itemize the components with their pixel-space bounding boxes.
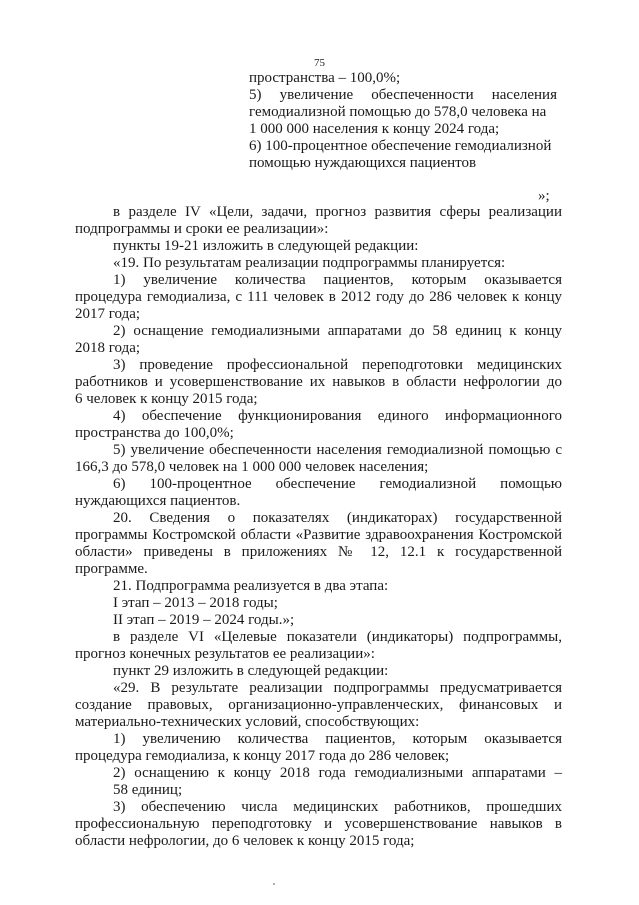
cell-line: 6) 100-процентное обеспечение гемодиализной <box>249 138 552 154</box>
scan-dot <box>273 883 275 885</box>
text-line: работников и усовершенствование их навыков в области нефрологии до <box>75 374 562 390</box>
text-line: программе. <box>75 561 148 577</box>
text-line: 6 человек к концу 2015 года; <box>75 391 258 407</box>
body-text <box>75 204 562 850</box>
text-line: 2018 года; <box>75 340 141 356</box>
text-line: 2017 года; <box>75 306 141 322</box>
text-line: пространства до 100,0%; <box>75 425 234 441</box>
text-line: 3) обеспечению числа медицинских работников, прошедших <box>113 799 562 815</box>
text-line: материально-технических условий, способствующих: <box>75 714 420 730</box>
text-line: 1) увеличению количества пациентов, которым оказывается <box>113 731 562 747</box>
text-line: профессиональную переподготовку и усовершенствование навыков в <box>75 816 562 832</box>
text-line: прогноз конечных результатов ее реализации»: <box>75 646 375 662</box>
text-line: 2) оснащению к концу 2018 года гемодиализными аппаратами – <box>113 765 562 781</box>
text-line: в разделе IV «Цели, задачи, прогноз развития сферы реализации <box>113 204 562 220</box>
text-line: создание правовых, организационно-управленческих, финансовых и <box>75 697 562 713</box>
text-line: нуждающихся пациентов. <box>75 493 241 509</box>
table-cell-text <box>249 70 557 172</box>
text-line: 1) увеличение количества пациентов, которым оказывается <box>113 272 562 288</box>
cell-line: помощью нуждающихся пациентов <box>249 155 477 171</box>
cell-line: гемодиализной помощью до 578,0 человека на <box>249 104 547 120</box>
text-line: «19. По результатам реализации подпрограммы планируется: <box>113 255 506 271</box>
text-line: 20. Сведения о показателях (индикаторах) государственной <box>113 510 562 526</box>
text-line: 3) проведение профессиональной переподготовки медицинских <box>113 357 562 373</box>
cell-line: 1 000 000 населения к концу 2024 года; <box>249 121 500 137</box>
text-line: подпрограммы и сроки ее реализации»: <box>75 221 329 237</box>
text-line: области» приведены в приложениях № 12, 12.1 к государственной <box>75 544 562 560</box>
cell-line: 5) увеличение обеспеченности населения <box>249 87 557 103</box>
quote-close: »; <box>538 188 550 204</box>
text-line: 166,3 до 578,0 человек на 1 000 000 человек населения; <box>75 459 429 475</box>
text-line: 58 единиц; <box>113 782 183 798</box>
text-line: 4) обеспечение функционирования единого информационного <box>113 408 562 424</box>
text-line: 21. Подпрограмма реализуется в два этапа: <box>113 578 389 594</box>
text-line: области нефрологии, до 6 человек к концу 2015 года; <box>75 833 415 849</box>
text-line: пункты 19-21 изложить в следующей редакции: <box>113 238 419 254</box>
text-line: в разделе VI «Целевые показатели (индикаторы) подпрограммы, <box>113 629 562 645</box>
text-line: пункт 29 изложить в следующей редакции: <box>113 663 389 679</box>
text-line: 6) 100-процентное обеспечение гемодиализной помощью <box>113 476 562 492</box>
text-line: 2) оснащение гемодиализными аппаратами до 58 единиц к концу <box>113 323 562 339</box>
text-line: II этап – 2019 – 2024 годы.»; <box>113 612 295 628</box>
text-line: программы Костромской области «Развитие здравоохранения Костромской <box>75 527 562 543</box>
text-line: «29. В результате реализации подпрограммы предусматривается <box>113 680 562 696</box>
text-line: процедура гемодиализа, с 111 человек в 2012 году до 286 человек к концу <box>75 289 562 305</box>
page-number: 75 <box>314 57 325 69</box>
text-line: I этап – 2013 – 2018 годы; <box>113 595 278 611</box>
text-line: 5) увеличение обеспеченности населения гемодиализной помощью с <box>113 442 562 458</box>
text-line: процедура гемодиализа, к концу 2017 года до 286 человек; <box>75 748 450 764</box>
cell-line: пространства – 100,0%; <box>249 70 401 86</box>
